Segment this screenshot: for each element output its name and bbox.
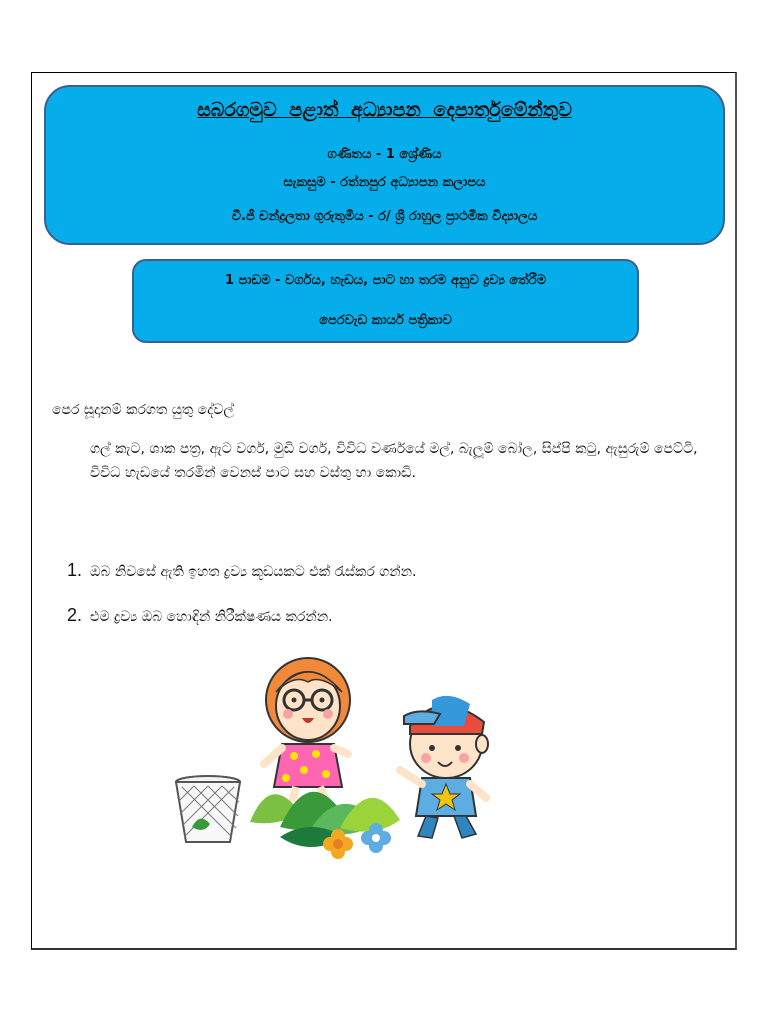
prepared-by: සැකසුම - රත්නපුර අධ්‍යාපන කලාපය <box>283 175 486 190</box>
preparation-items: ගල් කැට, ශාක පත්‍ර, ඇට වර්ග, මුඩි වර්ග, විවිධ වර්ණයේ මල්, බැලූම් බෝල, සිප්පි කටු, ඇසුරුම් පෙට්ටි, විවිධ හැඩයේ තරමින් වෙනස් පාට සහ වස්තු හා කොඩි. <box>90 441 698 481</box>
children-illustration <box>170 652 510 872</box>
waste-basket-icon <box>176 776 240 842</box>
subject-grade: ගණිතය - 1 ශ්‍රේණිය <box>327 147 442 162</box>
step-number: 1. <box>67 560 83 580</box>
step-number: 2. <box>67 605 83 625</box>
preparation-heading: පෙර සූදානම් කරගත යුතු දේවල් <box>52 402 235 418</box>
header-box <box>44 85 725 245</box>
step-text: එම ද්‍රව්‍ය ඔබ හොඳින් නිරීක්ෂණය කරන්න. <box>90 609 333 625</box>
step-item <box>67 605 333 626</box>
worksheet-title: පෙරවැඩ කාර්ය පත්‍රිකාව <box>319 313 452 328</box>
lesson-box <box>132 259 639 343</box>
department-title: සබරගමුව පළාත් අධ්‍යාපන දෙපාර්තුමේන්තුව <box>197 99 572 121</box>
teacher-school: වී.ජී චන්ද්‍රලතා ගුරුතුමිය - ර/ ශ්‍රී රාහුල ප්‍රාථමික විද්‍යාලය <box>231 209 538 224</box>
boy-with-cap-icon <box>400 696 488 838</box>
lesson-title: 1 පාඩම - වර්ගය, හැඩය, පාට හා තරම අනුව ද්‍රව්‍ය තේරීම <box>224 273 547 288</box>
girl-with-glasses-icon <box>264 658 350 802</box>
step-item <box>67 560 416 581</box>
step-text: ඔබ නිවසේ ඇති ඉහත ද්‍රව්‍ය කූඩයකට එක් රැස්කර ගන්න. <box>90 564 417 580</box>
